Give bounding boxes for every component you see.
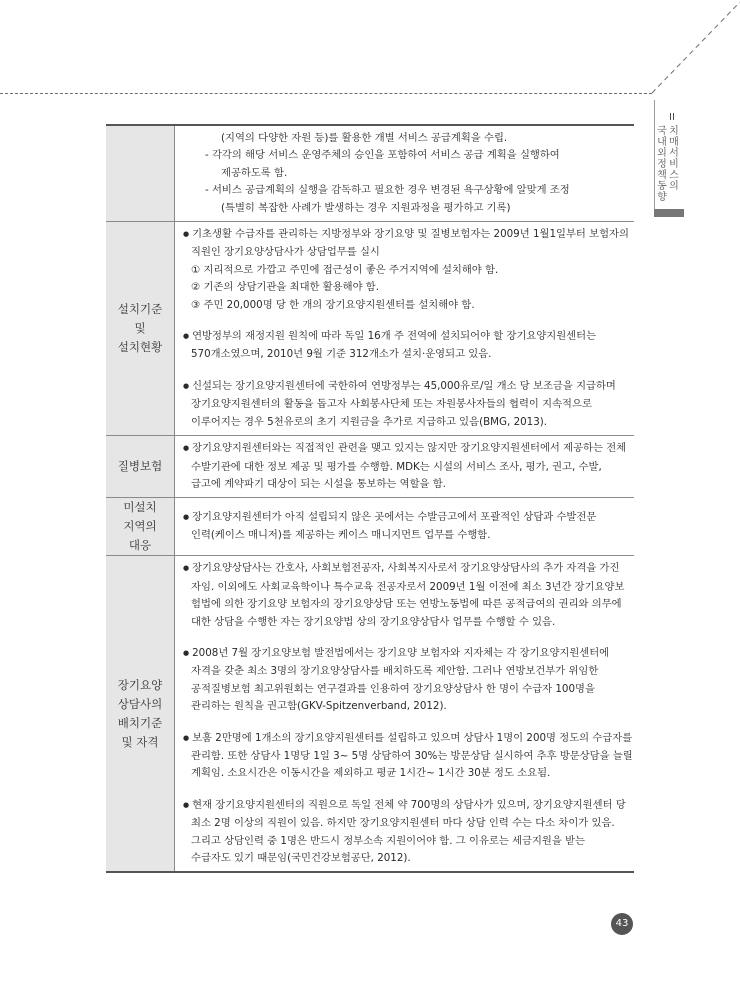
text-line: 장기요양지원센터의 활동을 돕고자 사회봉사단체 또는 자원봉사자들의 협력이 지속적으로 xyxy=(191,398,592,411)
row-label-line: 장기요양 xyxy=(117,677,163,692)
row-label-cell xyxy=(106,436,175,498)
page-number-badge: 43 xyxy=(611,913,633,935)
text-line: 대한 상담을 수행한 자는 장기요양법 상의 장기요양상담사 업무를 수행할 수 있음. xyxy=(191,615,556,628)
table-row xyxy=(106,556,634,873)
row-label-cell xyxy=(106,498,175,556)
chapter-side-tab xyxy=(654,112,686,203)
text-line: (지역의 다양한 자원 등)를 활용한 개별 서비스 공급계획을 수립. xyxy=(221,132,508,144)
text-line: 관리하는 원칙을 권고함(GKV-Spitzenverband, 2012). xyxy=(191,700,447,713)
row-label-line: 질병보험 xyxy=(117,459,163,474)
text-line: ② 기존의 상담기관을 최대한 활용해야 함. xyxy=(191,281,380,294)
paragraph-gap xyxy=(183,631,634,645)
row-label-cell xyxy=(106,125,175,222)
row-label-cell xyxy=(106,556,175,873)
bullet-text-line: ● 기초생활 수급자를 관리하는 지방정부와 장기요양 및 질병보험자는 2009년 1월1일부터 보험자의 xyxy=(183,226,634,244)
text-line: 이루어지는 경우 5천유로의 초기 지원금을 추가로 지급하고 있음(BMG, 2013). xyxy=(191,415,548,428)
table-row xyxy=(106,222,634,436)
table-row xyxy=(106,498,634,556)
chapter-tab-bar xyxy=(654,209,684,217)
table-row xyxy=(106,436,634,498)
row-label-line: 배치기준 xyxy=(117,715,163,730)
paragraph-gap xyxy=(183,716,634,730)
text-line: ③ 주민 20,000명 당 한 개의 장기요양지원센터를 설치해야 함. xyxy=(191,298,475,311)
bullet-text-line: ● 장기요양상담사는 간호사, 사회보험전공자, 사회복지사로서 장기요양상담사의 추가 자격을 가진 xyxy=(183,560,634,578)
text-line: 제공하도록 함. xyxy=(221,166,288,179)
text-line: (특별히 복잡한 사례가 발생하는 경우 지원과정을 평가하고 기록) xyxy=(221,201,511,214)
bullet-text-line: ● 보훔 2만명에 1개소의 장기요양지원센터를 설립하고 있으며 상담사 1명이 200명 정도의 수급자를 xyxy=(183,730,634,748)
chapter-title-col2: 치매서비스의 xyxy=(669,126,679,192)
paragraph-gap xyxy=(183,314,634,328)
corner-diagonal-decoration xyxy=(0,0,740,140)
row-label-line: 상담사의 xyxy=(117,696,163,711)
row-label-line: 및 자격 xyxy=(121,734,159,749)
paragraph-gap xyxy=(183,783,634,797)
paragraph-gap xyxy=(183,364,634,378)
bullet-text-line: ● 장기요양지원센터와는 직접적인 관련을 맺고 있지는 않지만 장기요양지원센터에서 제공하는 전체 xyxy=(183,440,634,458)
text-line: 수급자도 있기 때문임(국민건강보험공단, 2012). xyxy=(191,852,411,864)
text-line: 최소 2명 이상의 직원이 있음. 하지만 장기요양지원센터 마다 상담 인력 수는 다소 차이가 있음. xyxy=(191,817,615,830)
text-line: ① 지리적으로 가깝고 주민에 접근성이 좋은 주거지역에 설치해야 함. xyxy=(191,263,499,276)
row-content-cell xyxy=(175,498,635,556)
bullet-text-line: ● 현재 장기요양지원센터의 직원으로 독일 전체 약 700명의 상담사가 있으며, 장기요양지원센터 당 xyxy=(183,797,634,815)
text-line: 공적질병보험 최고위원회는 연구결과를 인용하여 장기요양상담사 한 명이 수급자 100명을 xyxy=(191,682,595,695)
row-label-line: 설치현황 xyxy=(117,340,163,355)
text-line: 험법에 의한 장기요양 보험자의 장기요양상담 또는 연방노동법에 따른 공적급여의 권리와 의무에 xyxy=(191,598,622,611)
row-label-line: 대응 xyxy=(128,538,152,553)
row-content-cell xyxy=(175,125,635,222)
bullet-text-line: ● 연방정부의 재정지원 원칙에 따라 독일 16개 주 전역에 설치되어야 할 장기요양지원센터는 xyxy=(183,328,634,346)
bullet-text-line: ● 신설되는 장기요양지원센터에 국한하여 연방정부는 45,000유로/일 개소 당 보조금을 지급하며 xyxy=(183,378,634,396)
text-line: 인력(케이스 매니저)를 제공하는 케이스 매니지먼트 업무를 수행함. xyxy=(191,529,491,542)
bullet-text-line: ● 2008년 7월 장기요양보험 발전법에서는 장기요양 보험자와 지자체는 각 장기요양지원센터에 xyxy=(183,645,634,663)
text-line: 관리함. 또한 상담사 1명당 1일 3~ 5명 상담하여 30%는 방문상담 실시하여 추후 방문상담을 늘릴 xyxy=(191,749,633,762)
text-line: 그리고 상담인력 중 1명은 반드시 정부소속 지원이어야 함. 그 이유로는 세금지원을 받는 xyxy=(191,834,585,847)
chapter-title-col1: 국내외정책동향 xyxy=(657,126,667,203)
bullet-text-line: ● 장기요양지원센터가 아직 설립되지 않은 곳에서는 수발금고에서 포괄적인 상담과 수발전문 xyxy=(183,509,634,527)
text-line: - 서비스 공급계획의 실행을 감독하고 필요한 경우 변경된 욕구상황에 알맞게 조정 xyxy=(205,184,570,197)
text-line: 급고에 계약파기 대상이 되는 시설을 통보하는 역할을 함. xyxy=(191,477,446,490)
row-label-line: 및 xyxy=(134,321,146,336)
row-label-line: 미설치 xyxy=(123,500,157,515)
text-line: 수발기관에 대한 정보 제공 및 평가를 수행함. MDK는 시설의 서비스 조사, 평가, 권고, 수발, xyxy=(191,460,602,473)
text-line: 자격을 갖춘 최소 3명의 장기요양상담사를 배치하도록 제안함. 그러나 연방보건부가 위임한 xyxy=(191,665,599,678)
row-content-cell xyxy=(175,222,635,436)
table-row xyxy=(106,125,634,222)
row-label-cell xyxy=(106,222,175,436)
row-content-cell xyxy=(175,556,635,873)
header-dashed-line xyxy=(0,93,652,94)
text-line: - 각각의 해당 서비스 운영주체의 승인을 포함하여 서비스 공급 계획을 실행하여 xyxy=(205,149,560,162)
text-line: 570개소였으며, 2010년 9월 기준 312개소가 설치·운영되고 있음. xyxy=(191,348,492,361)
text-line: 자임. 이외에도 사회교육학이나 특수교육 전공자로서 2009년 1월 이전에 최소 3년간 장기요양보 xyxy=(191,580,625,593)
content-table xyxy=(106,124,634,873)
row-content-cell xyxy=(175,436,635,498)
text-line: 직원인 장기요양상담사가 상담업무를 실시 xyxy=(191,246,380,259)
row-label-line: 설치기준 xyxy=(117,302,163,317)
text-line: 계획임. 소요시간은 이동시간을 제외하고 평균 1시간~ 1시간 30분 정도 소요됨. xyxy=(191,767,551,780)
row-label-line: 지역의 xyxy=(123,519,157,534)
chapter-number: II xyxy=(669,112,675,123)
